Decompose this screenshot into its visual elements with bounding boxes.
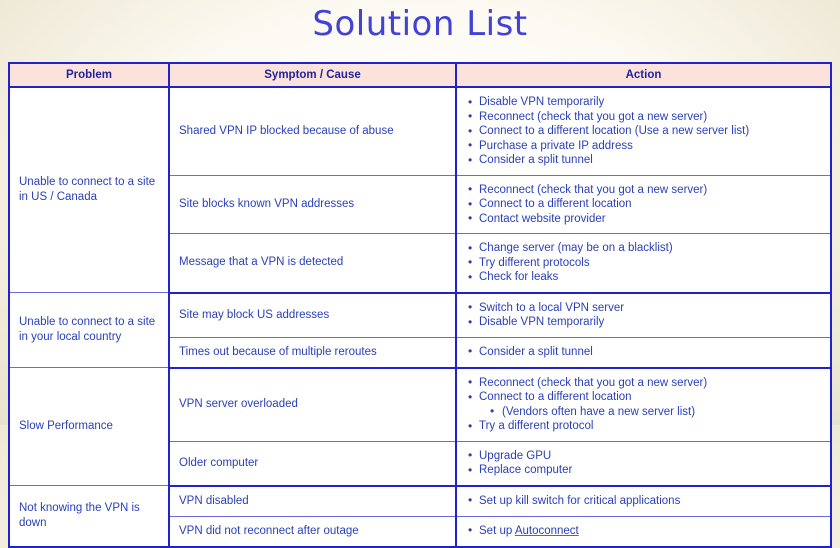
symptom-text: Times out because of multiple reroutes [179,345,377,358]
action-item: • Set up Autoconnect [466,524,821,539]
page-title: Solution List [312,4,528,44]
action-item: • Purchase a private IP address [466,139,821,154]
action-item: • Connect to a different location [466,390,821,405]
action-item: • Consider a split tunnel [466,153,821,168]
action-item: • Connect to a different location [466,197,821,212]
symptom-text: Site blocks known VPN addresses [179,197,355,210]
action-item: • Reconnect (check that you got a new server) [466,110,821,125]
action-item: • Contact website provider [466,212,821,227]
action-item: • Connect to a different location (Use a new server list) [466,124,821,139]
column-header-problem: Problem [9,63,169,87]
action-list [466,301,821,330]
action-list [466,524,821,539]
column-header-action: Action [456,63,831,87]
solution-table-container [8,62,832,548]
symptom-cell [169,516,456,547]
action-list [466,494,821,509]
action-cell [456,368,831,442]
symptom-cell [169,337,456,368]
action-cell [456,337,831,368]
table-header [9,63,831,87]
symptom-text: Shared VPN IP blocked because of abuse [179,124,394,137]
action-cell [456,234,831,293]
symptom-cell [169,175,456,234]
action-item: • (Vendors often have a new server list) [466,405,821,420]
action-list [466,345,821,360]
symptom-cell [169,368,456,442]
problem-cell: Unable to connect to a site in US / Canada [9,87,169,293]
problem-cell: Unable to connect to a site in your local country [9,293,169,368]
action-item: • Switch to a local VPN server [466,301,821,316]
action-item: • Upgrade GPU [466,449,821,464]
action-item: • Reconnect (check that you got a new server) [466,183,821,198]
symptom-text: VPN disabled [179,494,249,507]
action-item: • Check for leaks [466,270,821,285]
problem-cell: Slow Performance [9,368,169,486]
action-cell [456,516,831,547]
column-header-symptom: Symptom / Cause [169,63,456,87]
table-row [9,368,831,442]
action-item-highlight: Autoconnect [514,524,579,537]
action-cell [456,486,831,517]
table-row [9,87,831,175]
action-cell [456,175,831,234]
symptom-text: Site may block US addresses [179,308,330,321]
problem-cell: Not knowing the VPN is down [9,486,169,547]
symptom-cell [169,486,456,517]
table-row [9,293,831,338]
symptom-text: VPN server overloaded [179,398,298,410]
symptom-text: VPN did not reconnect after outage [179,524,359,537]
action-item: • Try different protocols [466,256,821,271]
action-list [466,241,821,285]
action-item: • Disable VPN temporarily [466,315,821,330]
table-row [9,486,831,517]
action-list [466,95,821,168]
action-item: • Consider a split tunnel [466,345,821,360]
action-cell [456,87,831,175]
action-list [466,183,821,227]
symptom-text: Message that a VPN is detected [179,256,344,269]
table-header-row [9,63,831,87]
action-item: • Reconnect (check that you got a new server) [466,376,821,391]
action-item: • Change server (may be on a blacklist) [466,241,821,256]
symptom-cell [169,441,456,486]
action-item: • Disable VPN temporarily [466,95,821,110]
action-cell [456,293,831,338]
action-item: • Replace computer [466,463,821,478]
solution-table [8,62,832,548]
symptom-text: Older computer [179,456,259,469]
action-item: • Set up kill switch for critical applications [466,494,821,509]
action-cell [456,441,831,486]
symptom-cell [169,87,456,175]
symptom-cell [169,293,456,338]
action-list [466,449,821,478]
action-item: • Try a different protocol [466,419,821,434]
symptom-cell [169,234,456,293]
table-body [9,87,831,547]
